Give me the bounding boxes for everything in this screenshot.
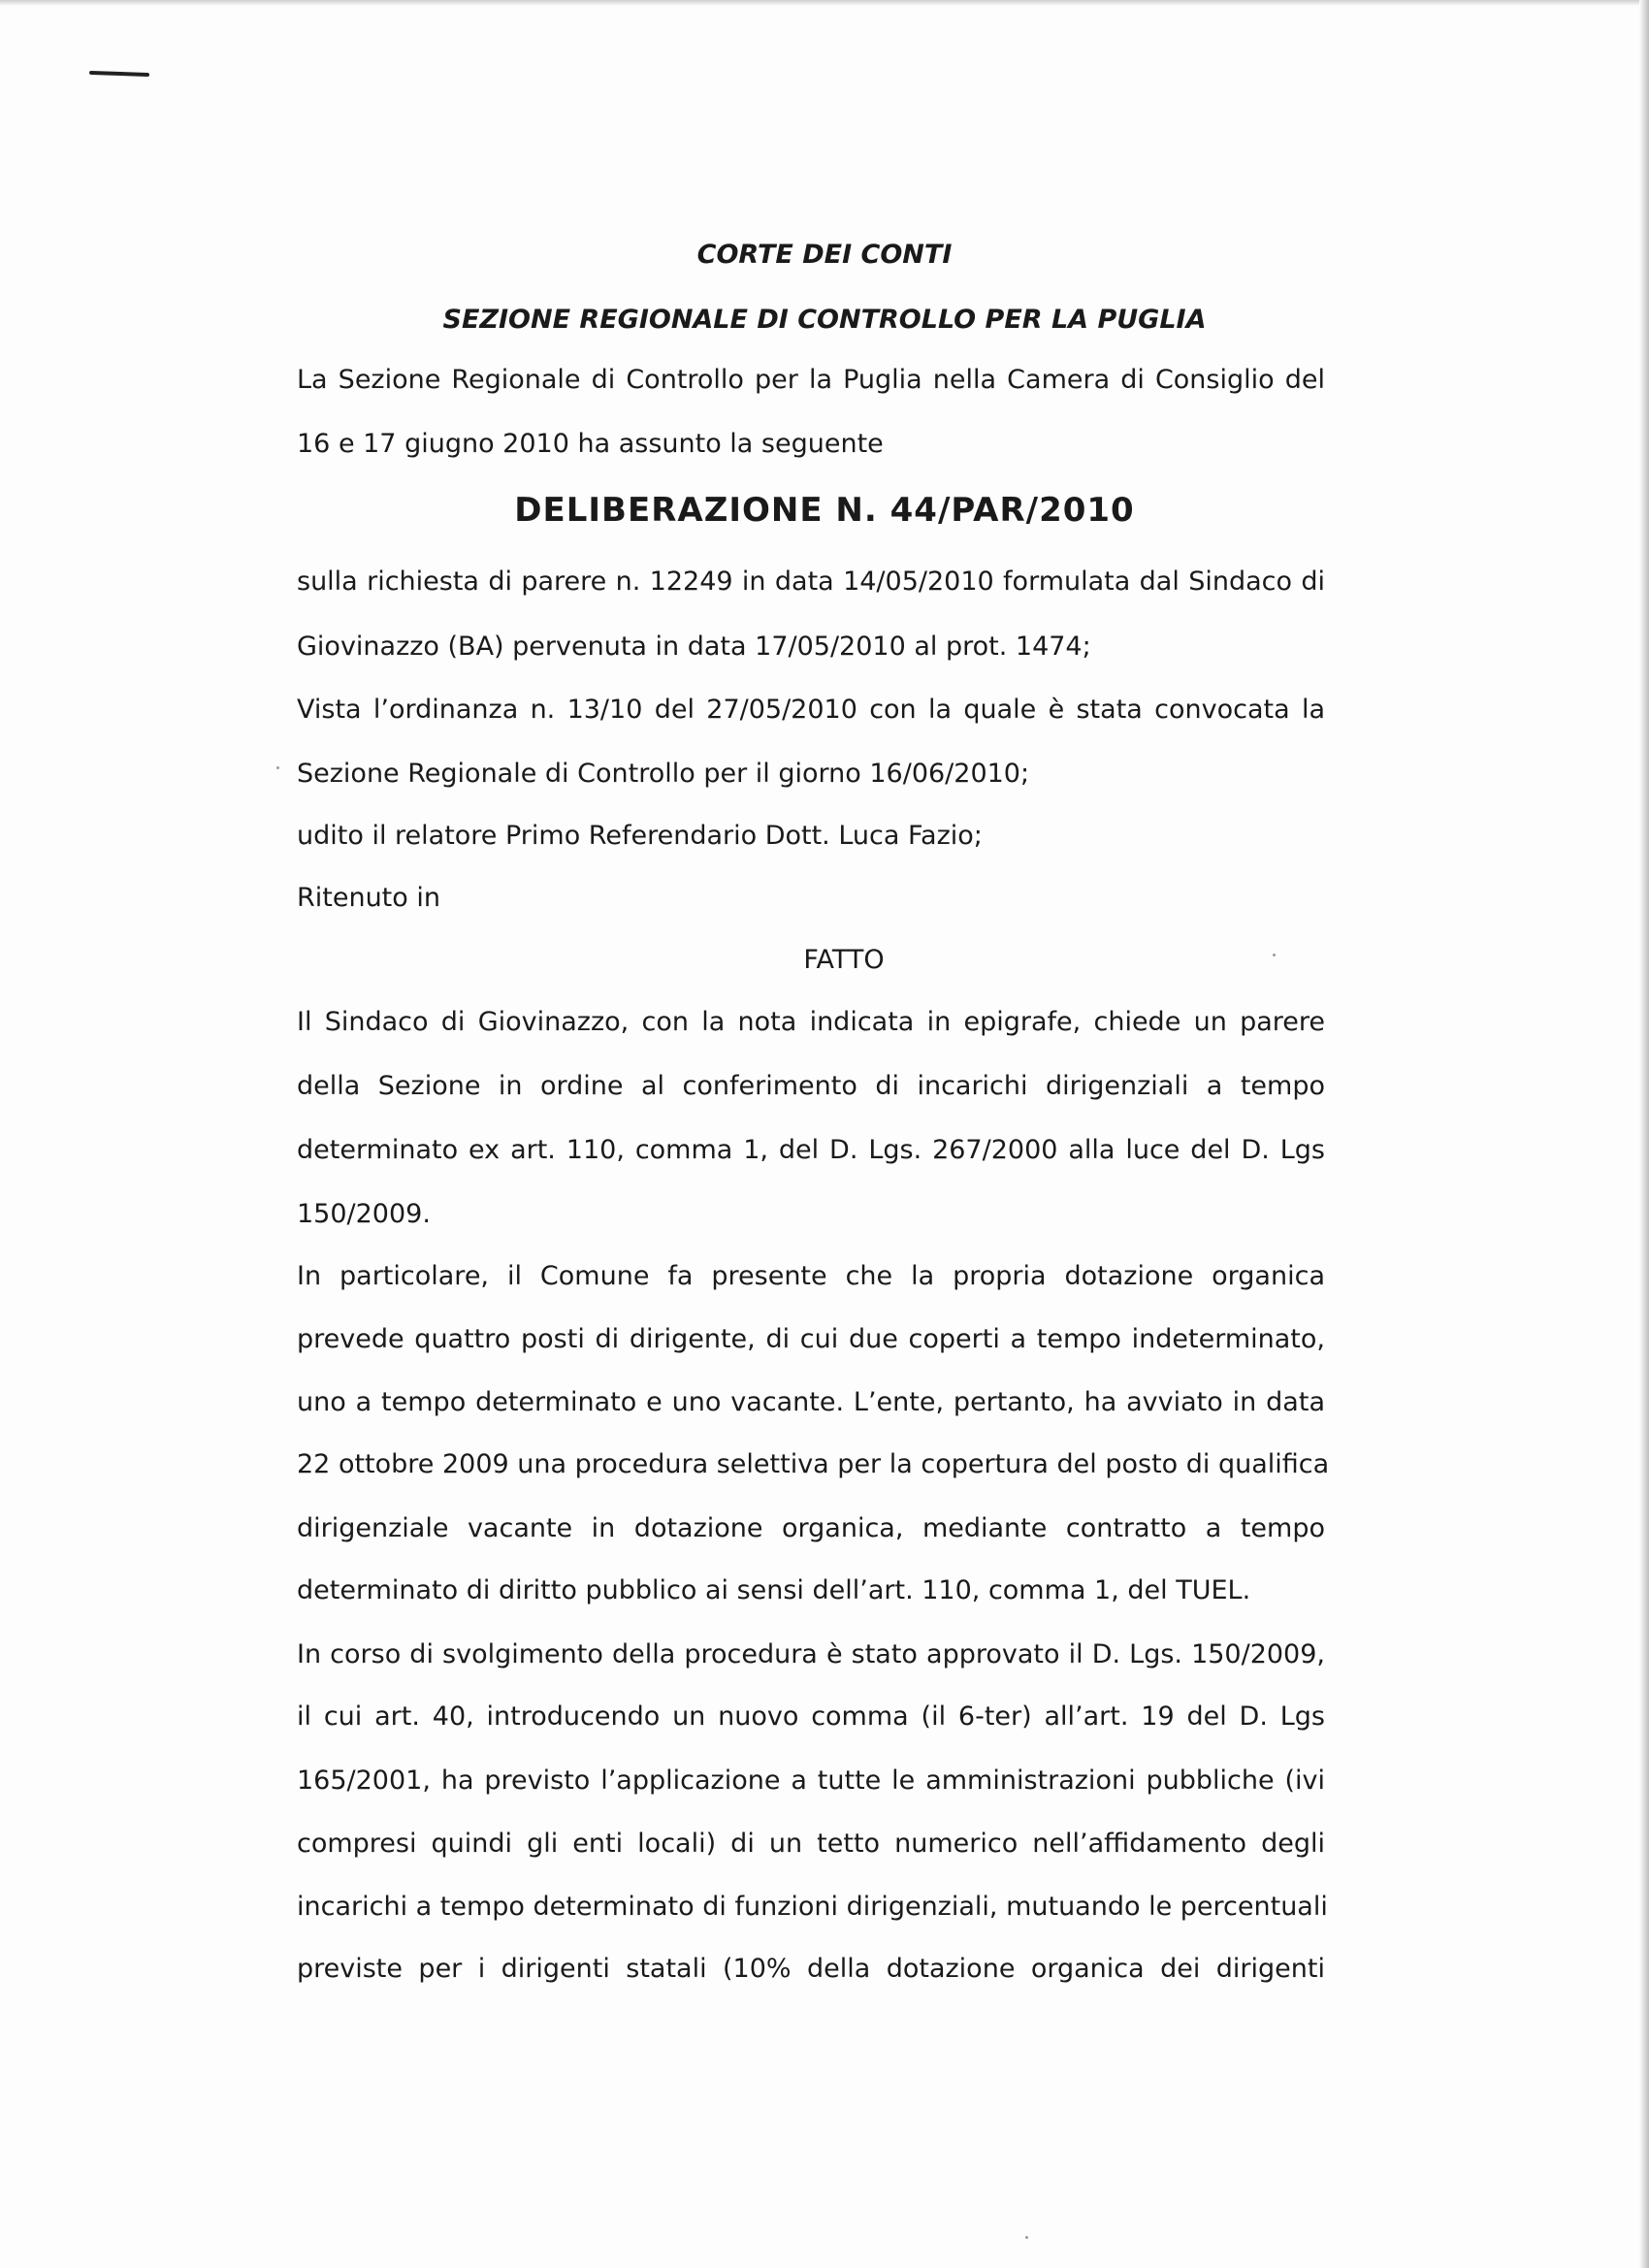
preamble-line: Vista l’ordinanza n. 13/10 del 27/05/2010 con la quale è stata convocata la [297, 695, 1325, 725]
intro-line: 16 e 17 giugno 2010 ha assunto la seguente [297, 429, 884, 459]
body-line: determinato ex art. 110, comma 1, del D. Lgs. 267/2000 alla luce del D. Lgs [297, 1135, 1325, 1165]
body-line: determinato di diritto pubblico ai sensi dell’art. 110, comma 1, del TUEL. [297, 1575, 1251, 1605]
scan-speck [1025, 2236, 1028, 2239]
body-line: compresi quindi gli enti locali) di un tetto numerico nell’affidamento degli [297, 1829, 1325, 1859]
body-line: 22 ottobre 2009 una procedura selettiva per la copertura del posto di qualifica [297, 1449, 1330, 1479]
body-line: Il Sindaco di Giovinazzo, con la nota indicata in epigrafe, chiede un parere [297, 1007, 1325, 1037]
body-line: prevede quattro posti di dirigente, di cui due coperti a tempo indeterminato, [297, 1324, 1325, 1354]
body-line: dirigenziale vacante in dotazione organica, mediante contratto a tempo [297, 1513, 1325, 1543]
scan-speck [276, 766, 279, 769]
section-heading: SEZIONE REGIONALE DI CONTROLLO PER LA PUGLIA [442, 305, 1207, 335]
pen-mark [89, 71, 149, 77]
body-line: 150/2009. [297, 1199, 431, 1229]
body-line: In corso di svolgimento della procedura è stato approvato il D. Lgs. 150/2009, [297, 1639, 1325, 1669]
body-line: 165/2001, ha previsto l’applicazione a tutte le amministrazioni pubbliche (ivi [297, 1766, 1325, 1796]
court-heading: CORTE DEI CONTI [696, 240, 953, 270]
deliberation-title: DELIBERAZIONE N. 44/PAR/2010 [514, 491, 1135, 530]
preamble-line: Sezione Regionale di Controllo per il giorno 16/06/2010; [297, 759, 1030, 789]
body-line: il cui art. 40, introducendo un nuovo comma (il 6-ter) all’art. 19 del D. Lgs [297, 1701, 1325, 1732]
preamble-line: Giovinazzo (BA) pervenuta in data 17/05/2010 al prot. 1474; [297, 632, 1091, 662]
preamble-line: Ritenuto in [297, 883, 440, 913]
preamble-line: udito il relatore Primo Referendario Dott. Luca Fazio; [297, 821, 983, 851]
scan-right-edge [1639, 0, 1649, 2268]
body-line: uno a tempo determinato e uno vacante. L’ente, pertanto, ha avviato in data [297, 1387, 1325, 1417]
preamble-line: sulla richiesta di parere n. 12249 in data 14/05/2010 formulata dal Sindaco di [297, 567, 1325, 597]
intro-line: La Sezione Regionale di Controllo per la Puglia nella Camera di Consiglio del [297, 365, 1325, 395]
body-line: In particolare, il Comune fa presente che la propria dotazione organica [297, 1261, 1325, 1291]
scan-top-edge [0, 0, 1649, 6]
body-line: previste per i dirigenti statali (10% della dotazione organica dei dirigenti [297, 1954, 1325, 1984]
body-line: della Sezione in ordine al conferimento di incarichi dirigenziali a tempo [297, 1071, 1325, 1101]
fatto-heading: FATTO [803, 945, 885, 975]
body-line: incarichi a tempo determinato di funzioni dirigenziali, mutuando le percentuali [297, 1892, 1328, 1922]
